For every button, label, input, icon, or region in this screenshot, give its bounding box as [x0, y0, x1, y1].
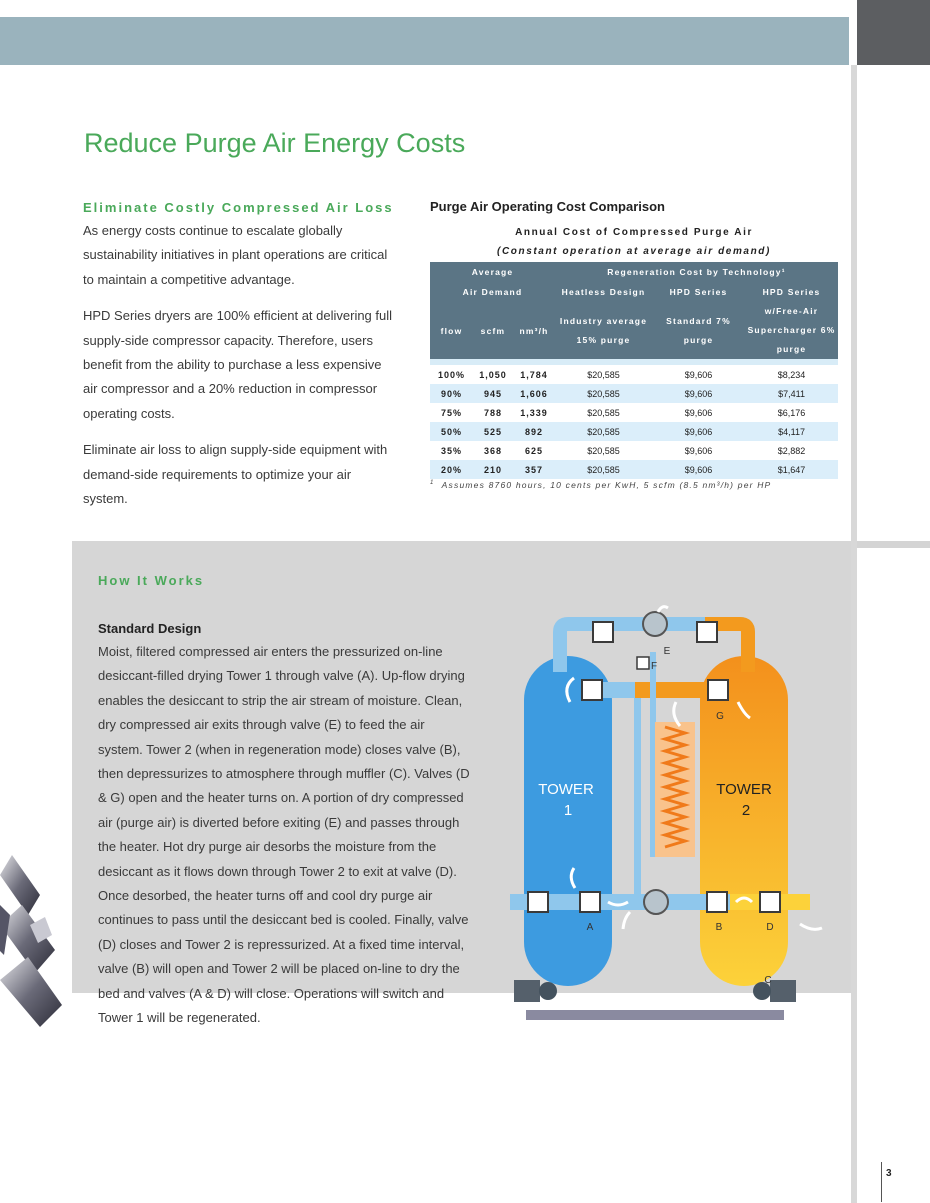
header-corner-block	[857, 0, 930, 65]
intro-paragraph: Eliminate air loss to align supply-side equipment with demand-side requirements to optimize your air system.	[83, 442, 388, 507]
cell-heatless: $20,585	[555, 384, 652, 403]
cell-hpd: $9,606	[652, 460, 745, 479]
cell-heatless: $20,585	[555, 365, 652, 384]
woven-decoration-graphic	[0, 855, 75, 1030]
header-hpd: HPD Series	[652, 282, 745, 302]
cell-nm3h: 1,784	[513, 365, 555, 384]
header-nm3h: nm³/h	[513, 302, 555, 359]
page-number-rule	[881, 1162, 882, 1202]
header-hpd-purge: Standard 7% purge	[652, 302, 745, 359]
cell-flow: 100%	[430, 365, 473, 384]
valve-top-left	[593, 622, 613, 642]
header-hpd-supercharger: HPD Series	[745, 282, 838, 302]
cell-hpd: $9,606	[652, 384, 745, 403]
cell-heatless: $20,585	[555, 422, 652, 441]
label-c: C	[764, 975, 772, 986]
muffler-left	[514, 980, 540, 1002]
table-subcaption: (Constant operation at average air demand)	[497, 246, 771, 257]
footnote-mark: 1	[430, 480, 435, 487]
tower-2-number: 2	[741, 802, 751, 819]
cell-hpd-supercharger: $4,117	[745, 422, 838, 441]
cell-heatless: $20,585	[555, 441, 652, 460]
page-title: Reduce Purge Air Energy Costs	[84, 128, 466, 158]
cell-scfm: 368	[473, 441, 513, 460]
table-row	[430, 403, 838, 422]
tower-1-vessel	[524, 656, 612, 986]
table-title: Purge Air Operating Cost Comparison	[430, 199, 665, 214]
cell-flow: 35%	[430, 441, 473, 460]
right-margin-rail	[851, 65, 857, 1203]
table-row	[430, 441, 838, 460]
cell-nm3h: 892	[513, 422, 555, 441]
page-number: 3	[886, 1168, 892, 1179]
cell-flow: 20%	[430, 460, 473, 479]
valve-e	[643, 612, 667, 636]
valve-g	[708, 680, 728, 700]
label-d: D	[766, 922, 774, 933]
label-a: A	[586, 922, 594, 933]
cell-heatless: $20,585	[555, 460, 652, 479]
flow-arrow	[800, 924, 822, 929]
valve-tower-1-bottom	[528, 892, 548, 912]
purge-line	[634, 698, 641, 898]
valve-b	[707, 892, 727, 912]
intro-body	[83, 219, 395, 511]
table-row	[430, 422, 838, 441]
section-heading: Eliminate Costly Compressed Air Loss	[83, 200, 394, 215]
footnote-text: Assumes 8760 hours, 10 cents per KwH, 5 scfm (8.5 nm³/h) per HP	[441, 480, 772, 490]
center-valve	[644, 890, 668, 914]
intro-paragraph: As energy costs continue to escalate globally sustainability initiatives in plant operations are critical to maintain a competitive advantage.	[83, 223, 388, 287]
cell-nm3h: 1,339	[513, 403, 555, 422]
cell-nm3h: 1,606	[513, 384, 555, 403]
cell-flow: 75%	[430, 403, 473, 422]
cell-flow: 50%	[430, 422, 473, 441]
cell-hpd-supercharger: $8,234	[745, 365, 838, 384]
cell-heatless: $20,585	[555, 403, 652, 422]
cell-hpd-supercharger: $1,647	[745, 460, 838, 479]
header-regeneration-cost: Regeneration Cost by Technology¹	[555, 262, 838, 282]
cell-scfm: 210	[473, 460, 513, 479]
tower-1-number: 1	[563, 802, 573, 819]
cell-nm3h: 357	[513, 460, 555, 479]
header-scfm: scfm	[473, 302, 513, 359]
section-divider	[857, 541, 930, 548]
tower-2-label: TOWER	[716, 781, 772, 798]
intro-paragraph: HPD Series dryers are 100% efficient at delivering full supply-side compressor capacity. Therefore, users benefit from the ability to purchase a less expensive air compressor and a 20% reduction in compressor operating costs.	[83, 308, 393, 421]
table-row	[430, 384, 838, 403]
cell-nm3h: 625	[513, 441, 555, 460]
cell-scfm: 525	[473, 422, 513, 441]
header-heatless: Heatless Design	[555, 282, 652, 302]
table-caption: Annual Cost of Compressed Purge Air	[515, 227, 753, 238]
table-body	[430, 359, 838, 479]
skid-base	[526, 1010, 784, 1020]
header-hpd-supercharger-purge: w/Free-Air Supercharger 6% purge	[745, 302, 838, 359]
header-band	[0, 17, 849, 65]
header-air-demand: Air Demand	[430, 282, 555, 302]
dryer-flow-diagram	[500, 602, 840, 1027]
flow-arrow	[658, 607, 668, 612]
muffler-c	[770, 980, 796, 1002]
valve-f	[637, 657, 649, 669]
how-it-works-heading: How It Works	[98, 573, 205, 588]
label-f: F	[650, 661, 658, 672]
header-flow: flow	[430, 302, 473, 359]
cell-hpd-supercharger: $2,882	[745, 441, 838, 460]
cell-flow: 90%	[430, 384, 473, 403]
cell-hpd: $9,606	[652, 441, 745, 460]
tower-1-label: TOWER	[538, 781, 594, 798]
cell-scfm: 788	[473, 403, 513, 422]
tower-2-vessel	[700, 656, 788, 986]
cell-scfm: 945	[473, 384, 513, 403]
cell-hpd: $9,606	[652, 422, 745, 441]
table-footnote	[430, 480, 771, 490]
cell-hpd: $9,606	[652, 403, 745, 422]
how-it-works-body: Moist, filtered compressed air enters the pressurized on-line desiccant-filled drying Tower 1 through valve (A). Up-flow drying enables the desiccant to strip the air stream of moisture. Clean, dry compressed air exits through valve (E) to feed the air system. Tower 2 (when in regeneration mode) closes valve (B), then depressurizes to atmosphere through muffler (C). Valves (D & G) open and the heater turns on. A portion of dry compressed air (purge air) is diverted before exiting (E) and passes through the heater. Hot dry purge air desorbs the moisture from the desiccant as it flows down through Tower 2 to exit at valve (D). Once desorbed, the heater turns off and cool dry purge air continues to pass until the desiccant bed is cooled. Finally, valve (D) closes and Tower 2 is repressurized. At a fixed time interval, valve (B) will open and Tower 2 will be placed on-line to dry the bed and valves (A & D) will close. Operations will switch and Tower 1 will be regenerated.	[98, 644, 470, 1026]
table-row	[430, 365, 838, 384]
cost-comparison-table	[430, 262, 838, 479]
cell-hpd-supercharger: $6,176	[745, 403, 838, 422]
cell-scfm: 1,050	[473, 365, 513, 384]
header-heatless-purge: Industry average 15% purge	[555, 302, 652, 359]
label-b: B	[715, 922, 723, 933]
valve-a	[580, 892, 600, 912]
label-e: E	[663, 646, 671, 657]
valve-top-right	[697, 622, 717, 642]
cell-hpd: $9,606	[652, 365, 745, 384]
flow-arrow	[623, 912, 630, 929]
valve-tower-1-top	[582, 680, 602, 700]
standard-design-heading: Standard Design	[98, 621, 202, 636]
valve-d	[760, 892, 780, 912]
table-row	[430, 460, 838, 479]
label-g: G	[716, 711, 724, 722]
cell-hpd-supercharger: $7,411	[745, 384, 838, 403]
header-average: Average	[430, 262, 555, 282]
